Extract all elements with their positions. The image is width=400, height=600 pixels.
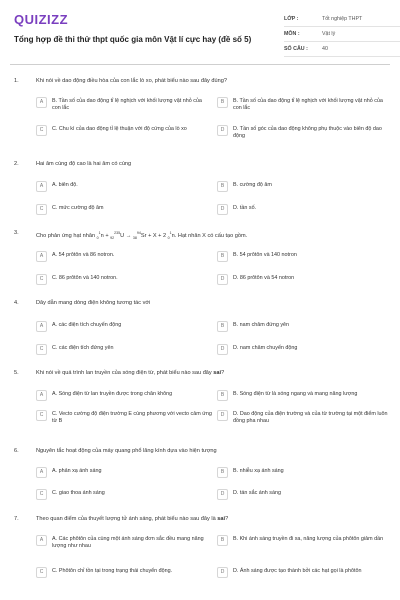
option-b[interactable]: [217, 391, 393, 401]
option-text: D. Tần số góc của dao động không phụ thuộc vào biên độ dao động: [233, 126, 382, 139]
option-letter: A: [36, 97, 47, 108]
option-c[interactable]: [36, 345, 212, 355]
question-text: [36, 370, 388, 377]
question-text-end: ?: [221, 370, 225, 376]
option-letter: C: [36, 204, 47, 215]
meta-label: SỐ CÂU :: [284, 46, 308, 52]
option-letter: B: [217, 181, 228, 192]
question-text-main: Khi nói về quá trình lan truyền của sóng điện từ, phát biểu nào sau đây: [36, 370, 212, 376]
meta-label: LỚP :: [284, 16, 299, 22]
option-letter: C: [36, 344, 47, 355]
option-text: A. biên độ.: [52, 182, 78, 188]
option-text: B. 54 prôtôn và 140 notron: [233, 252, 297, 258]
option-d[interactable]: [217, 490, 393, 500]
option-text: D. nam châm chuyển động: [233, 345, 298, 351]
quizizz-logo[interactable]: QUIZIZZ: [14, 12, 69, 27]
option-b[interactable]: [217, 468, 393, 478]
option-letter: D: [217, 344, 228, 355]
option-c[interactable]: [36, 411, 212, 425]
option-b[interactable]: [217, 98, 393, 112]
question-text: [36, 230, 388, 242]
question-text-main: Theo quan điểm của thuyết lượng tử ánh sáng, phát biểu nào sau đây là: [36, 516, 216, 522]
question-number: 2.: [14, 161, 19, 167]
option-letter: D: [217, 204, 228, 215]
option-a[interactable]: [36, 468, 212, 478]
option-text: A. các điện tích chuyển động: [52, 322, 122, 328]
option-letter: B: [217, 467, 228, 478]
option-text: C. Vecto cường độ điện trường E cùng phương với vecto cảm ứng từ B: [52, 411, 212, 424]
option-text: B. Sóng điện từ là sóng ngang và mang năng lượng: [233, 391, 358, 397]
option-text: D. tán sắc ánh sáng: [233, 490, 281, 496]
option-text: D. Ánh sáng được tạo thành bởi các hạt gọi là phôtôn: [233, 568, 362, 574]
option-letter: D: [217, 489, 228, 500]
option-b[interactable]: [217, 536, 393, 546]
option-text: C. mức cường độ âm: [52, 205, 104, 211]
option-b[interactable]: [217, 322, 393, 332]
question-number: 3.: [14, 230, 19, 236]
option-letter: B: [217, 321, 228, 332]
option-letter: C: [36, 274, 47, 285]
question-text: [36, 516, 388, 523]
meta-value: 40: [322, 46, 328, 52]
question-number: 6.: [14, 448, 19, 454]
meta-table: [284, 12, 400, 57]
option-letter: B: [217, 251, 228, 262]
option-text: A. phản xạ ánh sáng: [52, 468, 102, 474]
question-number: 5.: [14, 370, 19, 376]
option-a[interactable]: [36, 391, 212, 401]
option-text: B. Khi ánh sáng truyền đi xa, năng lượng của phôtôn giảm dần: [233, 536, 384, 542]
option-letter: D: [217, 567, 228, 578]
option-letter: A: [36, 390, 47, 401]
option-letter: B: [217, 535, 228, 546]
question-text: Nguyên tắc hoạt động của máy quang phổ lăng kính dựa vào hiện tượng: [36, 448, 217, 454]
option-b[interactable]: [217, 252, 393, 262]
option-letter: A: [36, 535, 47, 546]
question-number: 7.: [14, 516, 19, 522]
option-d[interactable]: [217, 205, 393, 215]
meta-value: Tốt nghiệp THPT: [322, 16, 363, 22]
meta-row-class: [284, 12, 400, 27]
option-text: B. Tần số của dao động tỉ lệ nghịch với khối lượng vật nhỏ của con lắc: [233, 98, 383, 111]
option-text: C. Chu kì của dao động tỉ lệ thuận với độ cứng của lò xo: [52, 126, 187, 132]
option-d[interactable]: [217, 411, 393, 425]
question-text-emphasis: sai: [217, 516, 226, 522]
option-text: B. nhiễu xạ ánh sáng: [233, 468, 284, 474]
option-c[interactable]: [36, 205, 212, 215]
option-c[interactable]: [36, 275, 212, 285]
header-divider: [10, 64, 390, 65]
option-text: C. 86 prôtôn và 140 notron.: [52, 275, 118, 281]
question-number: 1.: [14, 78, 19, 84]
option-text: B. cường độ âm: [233, 182, 272, 188]
option-letter: A: [36, 251, 47, 262]
option-text: B. Tần số của dao động tỉ lệ nghịch với khối lượng vật nhỏ của con lắc: [52, 98, 202, 111]
option-letter: B: [217, 390, 228, 401]
option-b[interactable]: [217, 182, 393, 192]
option-text: A. Sóng điện từ lan truyền được trong chân không: [52, 391, 173, 397]
nuclear-reaction-equation: $_0^1$n + $_{92}^{235}$U → $_{38}^{94}$Sr + X + 2 $_0^1$n: [96, 231, 175, 240]
option-text: D. tần số.: [233, 205, 257, 211]
option-text: A. Các phôtôn của cùng một ánh sáng đơn sắc đều mang năng lượng như nhau: [52, 536, 204, 549]
option-text: C. giao thoa ánh sáng: [52, 490, 105, 496]
option-text: C. Phôtôn chỉ tồn tại trong trạng thái chuyển động.: [52, 568, 173, 574]
option-letter: A: [36, 467, 47, 478]
option-a[interactable]: [36, 536, 212, 550]
option-a[interactable]: [36, 322, 212, 332]
meta-label: MÔN :: [284, 31, 300, 37]
option-c[interactable]: [36, 490, 212, 500]
meta-value: Vật lý: [322, 31, 336, 37]
header: [14, 12, 386, 58]
option-d[interactable]: [217, 345, 393, 355]
worksheet-title: Tổng hợp đề thi thử thpt quốc gia môn Vật lí cực hay (đề số 5): [14, 35, 252, 44]
option-text: C. các điện tích đứng yên: [52, 345, 114, 351]
option-letter: C: [36, 410, 47, 421]
question-text-after: . Hạt nhân X có cấu tạo gồm.: [174, 232, 248, 239]
question-text-before: Cho phản ứng hạt nhân: [36, 232, 96, 239]
option-letter: D: [217, 274, 228, 285]
option-text: D. Dao động của điện trường và của từ trường tại một điểm luôn đồng pha nhau: [233, 411, 388, 424]
option-c[interactable]: [36, 568, 212, 578]
option-letter: C: [36, 125, 47, 136]
option-a[interactable]: [36, 98, 212, 112]
meta-row-subject: [284, 27, 400, 42]
option-letter: D: [217, 125, 228, 136]
option-text: D. 86 prôtôn và 54 notron: [233, 275, 295, 281]
question-text: Dây dẫn mang dòng điện không tương tác với: [36, 300, 151, 306]
question-number: 4.: [14, 300, 19, 306]
option-letter: C: [36, 489, 47, 500]
option-letter: C: [36, 567, 47, 578]
meta-row-count: [284, 42, 400, 57]
option-letter: B: [217, 97, 228, 108]
question-text: Khi nói về dao động điều hòa của con lắc lò xo, phát biểu nào sau đây đúng?: [36, 78, 227, 84]
option-letter: A: [36, 321, 47, 332]
option-a[interactable]: [36, 252, 212, 262]
option-a[interactable]: [36, 182, 212, 192]
option-d[interactable]: [217, 275, 393, 285]
option-letter: A: [36, 181, 47, 192]
option-c[interactable]: [36, 126, 212, 136]
question-text-emphasis: sai: [213, 370, 222, 376]
option-d[interactable]: [217, 126, 393, 140]
option-text: A. 54 prôtôn và 86 notron.: [52, 252, 115, 258]
option-d[interactable]: [217, 568, 393, 578]
option-text: B. nam châm đứng yên: [233, 322, 290, 328]
question-text: Hai âm cùng độ cao là hai âm có cùng: [36, 161, 132, 167]
question-text-end: ?: [225, 516, 229, 522]
option-letter: D: [217, 410, 228, 421]
